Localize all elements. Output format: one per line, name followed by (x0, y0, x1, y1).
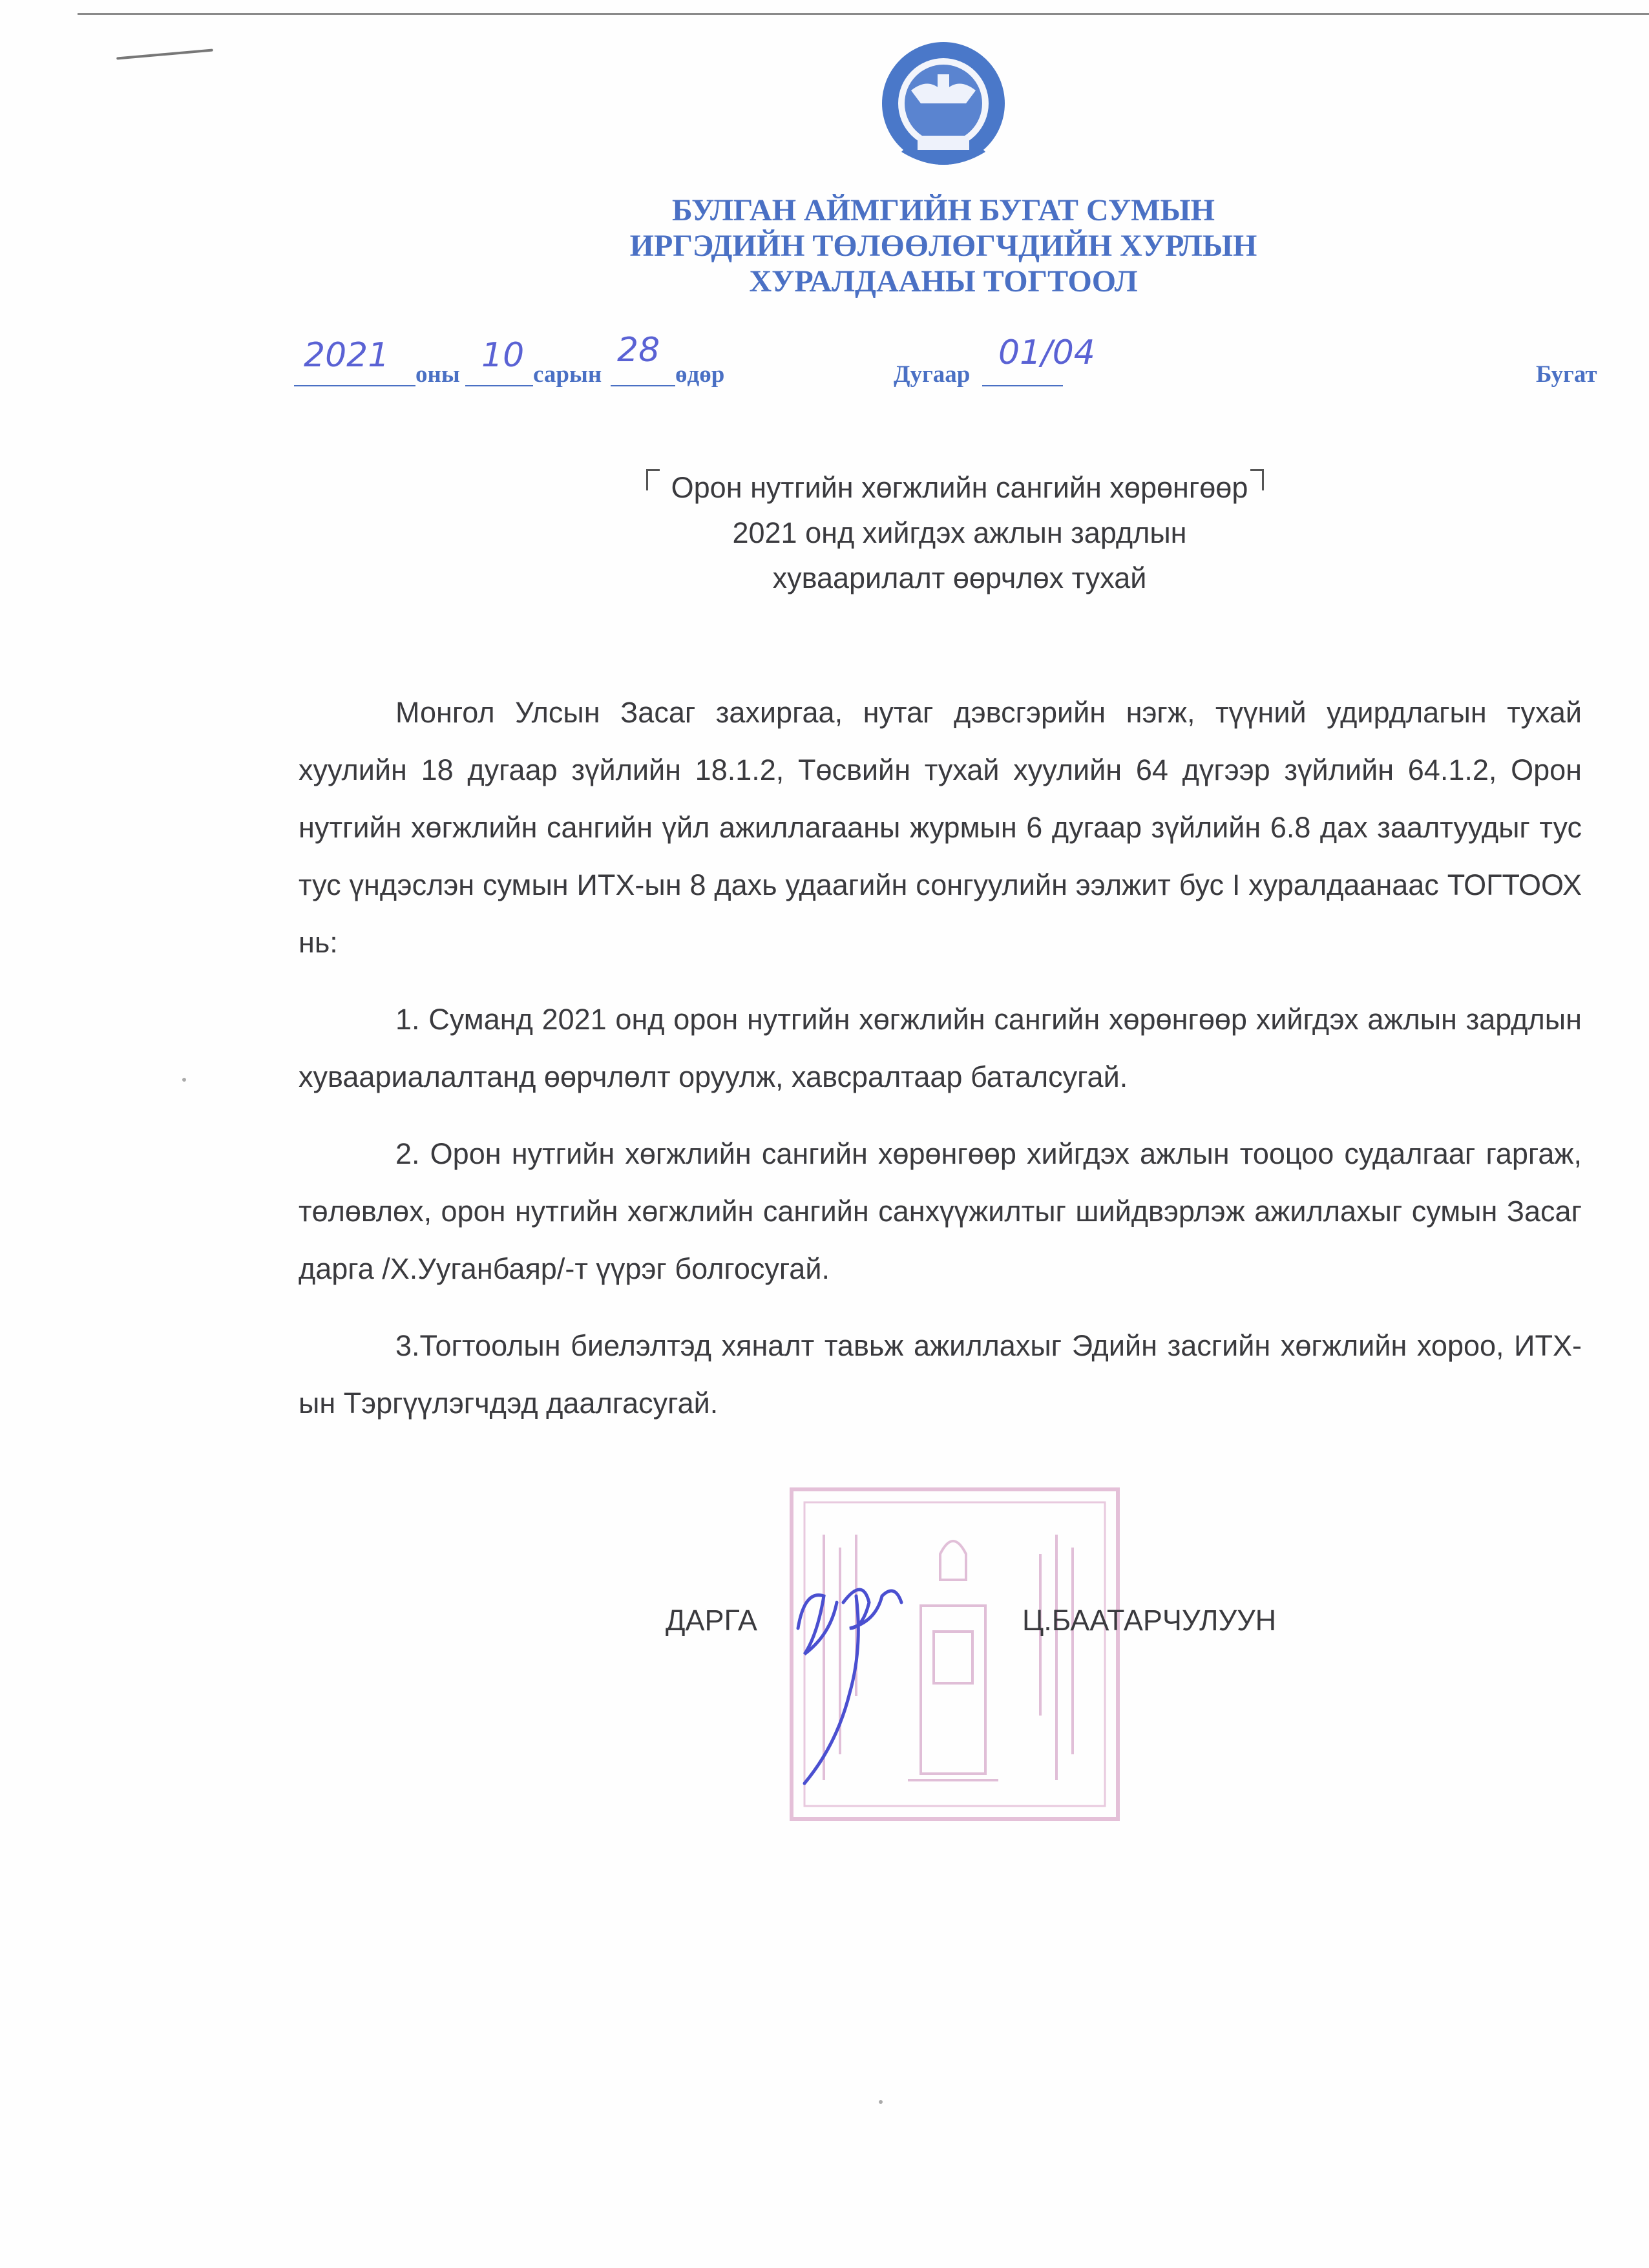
day-handwritten: 28 (617, 331, 660, 370)
item-3-paragraph: 3.Тогтоолын биелэлтэд хяналт тавьж ажиллахыг Эдийн засгийн хөгжлийн хороо, ИТХ-ын Тэргүүлэгчдэд даалгасугай. (299, 1329, 1582, 1420)
month-handwritten: 10 (481, 336, 525, 375)
month-label: сарын (533, 361, 602, 388)
corner-mark (116, 48, 213, 59)
signer-name: Ц.БААТАРЧУЛУУН (1022, 1604, 1277, 1637)
header-line-3: ХУРАЛДААНЫ ТОГТООЛ (749, 264, 1138, 299)
day-label: өдөр (675, 361, 725, 388)
place-label: Бугат (1536, 361, 1597, 388)
year-blank-line (294, 385, 415, 386)
year-label: оны (415, 361, 460, 388)
month-blank-line (465, 385, 533, 386)
date-number-row (0, 331, 1649, 394)
handwritten-signature (785, 1577, 947, 1790)
header-line-1: БУЛГАН АЙМГИЙН БУГАТ СУМЫН (672, 193, 1215, 227)
subject-line-2: 2021 онд хийгдэх ажлын зардлын (732, 516, 1187, 549)
scan-speck (879, 2100, 883, 2104)
resolution-subject (614, 465, 1305, 601)
item-1-paragraph: 1. Суманд 2021 онд орон нутгийн хөгжлийн сангийн хөрөнгөөр хийгдэх ажлын зардлын хуваариалалтанд өөрчлөлт оруулж, хавсралтаар баталсугай. (299, 1003, 1582, 1093)
resolution-body (299, 684, 1582, 1432)
preamble-paragraph: Монгол Улсын Засаг захиргаа, нутаг дэвсгэрийн нэгж, түүний удирдлагын тухай хуулийн 18 дугаар зүйлийн 18.1.2, Төсвийн тухай хуулийн 64 дүгээр зүйлийн 64.1.2, Орон нутгийн хөгжлийн сангийн үйл ажиллагааны журмын 6 дугаар зүйлийн 6.8 дах заалтуудыг тус тус үндэслэн сумын ИТХ-ын 8 дахь удаагийн сонгуулийн ээлжит бус I хуралдаанаас ТОГТООХ нь: (299, 696, 1582, 959)
day-blank-line (611, 385, 675, 386)
year-handwritten: 2021 (304, 336, 390, 375)
item-2-paragraph: 2. Орон нутгийн хөгжлийн сангийн хөрөнгөөр хийгдэх ажлын тооцоо судалгааг гаргаж, төлөвлөх, орон нутгийн хөгжлийн сангийн санхүүжилтыг шийдвэрлэж ажиллахыг сумын Засаг дарга /Х.Ууганбаяр/-т үүрэг болгосугай. (299, 1137, 1582, 1285)
number-handwritten: 01/04 (998, 333, 1095, 372)
subject-line-3: хуваарилалт өөрчлөх тухай (772, 562, 1147, 594)
subject-line-1: Орон нутгийн хөгжлийн сангийн хөрөнгөөр (671, 471, 1248, 504)
scan-speck (182, 1078, 186, 1082)
number-blank-line (982, 385, 1063, 386)
number-label: Дугаар (894, 361, 971, 388)
header-line-2: ИРГЭДИЙН ТӨЛӨӨЛӨГЧДИЙН ХУРЛЫН (629, 229, 1257, 263)
state-emblem-icon (876, 39, 1011, 174)
signer-title: ДАРГА (666, 1604, 757, 1637)
document-header (517, 193, 1370, 299)
top-edge-rule (78, 13, 1649, 15)
